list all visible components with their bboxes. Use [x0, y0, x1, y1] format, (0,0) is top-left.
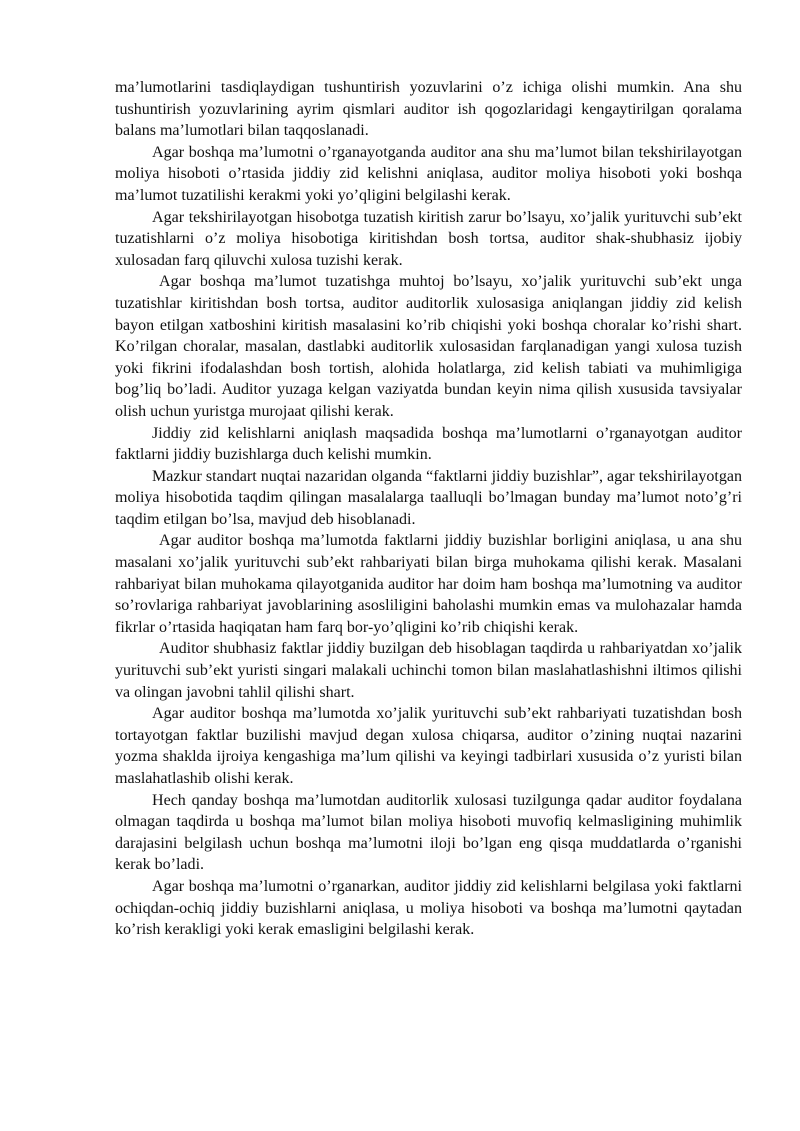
paragraph-11: Agar boshqa ma’lumotni o’rganarkan, auditor jiddiy zid kelishlarni belgilasa yoki faktlarni ochiqdan-ochiq jiddiy buzishlarni aniqlasa, u moliya hisoboti va boshqa ma’lumotni qaytadan ko’rish kerakligi yoki kerak emasligini belgilashi kerak.: [115, 877, 742, 939]
paragraph-6: Mazkur standart nuqtai nazaridan olganda “faktlarni jiddiy buzishlar”, agar tekshirilayotgan moliya hisobotida taqdim qilingan masalalarga taalluqli bo’lmagan bunday ma’lumot noto’g’ri taqdim etilgan bo’lsa, mavjud deb hisoblanadi.: [115, 467, 742, 528]
paragraph-10: Hech qanday boshqa ma’lumotdan auditorlik xulosasi tuzilgunga qadar auditor foydalana olmagan taqdirda u boshqa ma’lumot bilan moliya hisoboti muvofiq kelmasligining muhimlik darajasini belgilash uchun boshqa ma’lumotni iloji bo’lgan eng qisqa muddatlarda o’rganishi kerak bo’ladi.: [115, 791, 742, 874]
paragraph-1: ma’lumotlarini tasdiqlaydigan tushuntirish yozuvlarini o’z ichiga olishi mumkin. Ana shu tushuntirish yozuvlarining ayrim qismlari auditor ish qogozlaridagi kengaytirilgan qoralama balans ma’lumotlari bilan taqqoslanadi.: [115, 79, 742, 140]
paragraph-2: Agar boshqa ma’lumotni o’rganayotganda auditor ana shu ma’lumot bilan tekshirilayotgan moliya hisoboti o’rtasida jiddiy zid kelishni aniqlasa, auditor moliya hisoboti yoki boshqa ma’lumot tuzatilishi kerakmi yoki yo’qligini belgilashi kerak.: [115, 143, 742, 204]
paragraph-3: Agar tekshirilayotgan hisobotga tuzatish kiritish zarur bo’lsayu, xo’jalik yurituvchi sub’ekt tuzatishlarni o’z moliya hisobotiga kiritishdan bosh tortsa, auditor shak-shubhasiz ijobiy xulosadan farq qiluvchi xulosa tuzishi kerak.: [115, 208, 742, 269]
paragraph-9: Agar auditor boshqa ma’lumotda xo’jalik yurituvchi sub’ekt rahbariyati tuzatishdan bosh tortayotgan faktlar buzilishi mavjud degan xulosa chiqarsa, auditor o’zining nuqtai nazarini yozma shaklda ijroiya kengashiga ma’lum qilishi va keyingi tadbirlari xususida o’z yuristi bilan maslahatlashib olishi kerak.: [115, 705, 742, 787]
document-page: [115, 77, 742, 941]
paragraph-5: Jiddiy zid kelishlarni aniqlash maqsadida boshqa ma’lumotlarni o’rganayotgan auditor faktlarni jiddiy buzishlarga duch kelishi mumkin.: [115, 424, 742, 464]
paragraph-8: Auditor shubhasiz faktlar jiddiy buzilgan deb hisoblagan taqdirda u rahbariyatdan xo’jalik yurituvchi sub’ekt yuristi singari malakali uchinchi tomon bilan maslahatlashishni iltimos qilishi va olingan javobni tahlil qilishi shart.: [115, 640, 742, 701]
paragraph-7: Agar auditor boshqa ma’lumotda faktlarni jiddiy buzishlar borligini aniqlasa, u ana shu masalani xo’jalik yurituvchi sub’ekt rahbariyati bilan birga muhokama qilishi kerak. Masalani rahbariyat bilan muhokama qilayotganida auditor har doim ham boshqa ma’lumotning va auditor so’rovlariga rahbariyat javoblarining asosliligini baholashi mumkin emas va mulohazalar hamda fikrlar o’rtasida haqiqatan ham farq bor-yo’qligini ko’rib chiqishi kerak.: [115, 532, 742, 636]
paragraph-4: Agar boshqa ma’lumot tuzatishga muhtoj bo’lsayu, xo’jalik yurituvchi sub’ekt unga tuzatishlar kiritishdan bosh tortsa, auditor auditorlik xulosasiga aniqlangan jiddiy zid kelish bayon etilgan xatboshini kiritish masalasini ko’rib chiqishi yoki boshqa choralar ko’rishi shart. Ko’rilgan choralar, masalan, dastlabki auditorlik xulosasidan farqlanadigan yangi xulosa tuzish yoki fikrini ifodalashdan bosh tortish, alohida holatlarga, zid kelish tabiati va muhimligiga bog’liq bo’ladi. Auditor yuzaga kelgan vaziyatda bundan keyin nima qilish xususida tavsiyalar olish uchun yuristga murojaat qilishi kerak.: [115, 273, 742, 420]
